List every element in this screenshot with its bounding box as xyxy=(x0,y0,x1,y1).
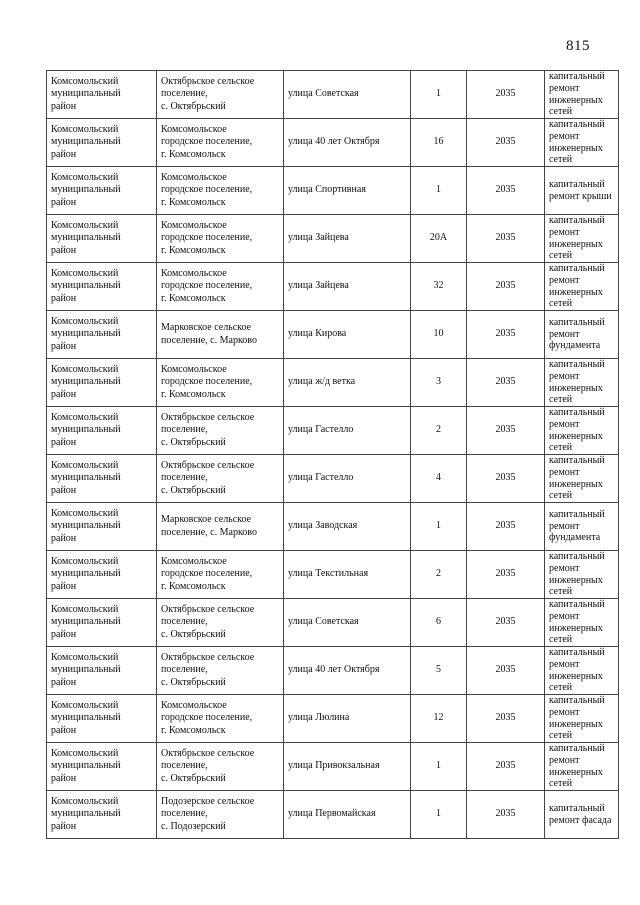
work-type-cell-line: капитальный xyxy=(549,317,605,329)
house-number-cell: 10 xyxy=(411,311,467,359)
district-cell-line: район xyxy=(51,772,77,784)
work-type-cell-line: ремонт xyxy=(549,274,580,286)
settlement-cell-line: Октябрьское сельское xyxy=(161,411,255,423)
work-type-cell-line: капитальный xyxy=(549,802,605,814)
work-type-cell-line: сетей xyxy=(549,730,573,742)
work-type-cell-line: ремонт xyxy=(549,130,580,142)
work-type-cell xyxy=(545,215,619,263)
settlement-cell-line: г. Комсомольск xyxy=(161,388,226,400)
work-type-cell-line: инженерных xyxy=(549,478,603,490)
work-type-cell-line: капитальный xyxy=(549,71,605,83)
work-type-cell-line: инженерных xyxy=(549,430,603,442)
work-type-cell-line: сетей xyxy=(549,298,573,310)
work-type-cell-line: инженерных xyxy=(549,94,603,106)
settlement-cell-line: с. Октябрьский xyxy=(161,628,226,640)
settlement-cell-line: с. Октябрьский xyxy=(161,772,226,784)
work-type-cell-line: капитальный xyxy=(549,695,605,707)
settlement-cell-line: Октябрьское сельское xyxy=(161,603,255,615)
work-type-cell-line: сетей xyxy=(549,250,573,262)
settlement-cell-line: Комсомольское xyxy=(161,267,227,279)
house-number-cell: 12 xyxy=(411,695,467,743)
district-cell-line: район xyxy=(51,484,77,496)
work-type-cell-line: инженерных xyxy=(549,670,603,682)
settlement-cell-line: г. Комсомольск xyxy=(161,292,226,304)
district-cell-line: муниципальный xyxy=(51,616,121,628)
street-cell: улица Первомайская xyxy=(284,791,411,839)
work-type-cell-line: сетей xyxy=(549,394,573,406)
district-cell-line: Комсомольский xyxy=(51,795,119,807)
settlement-cell-line: с. Октябрьский xyxy=(161,436,226,448)
work-type-cell-line: капитальный xyxy=(549,743,605,755)
settlement-cell-line: поселение, xyxy=(161,616,208,628)
year-cell: 2035 xyxy=(467,551,545,599)
work-type-cell-line: ремонт xyxy=(549,328,580,340)
work-type-cell-line: инженерных xyxy=(549,286,603,298)
district-cell-line: Комсомольский xyxy=(51,699,119,711)
work-type-cell-line: сетей xyxy=(549,778,573,790)
district-cell xyxy=(47,119,157,167)
settlement-cell xyxy=(157,407,284,455)
settlement-cell-line: поселение, xyxy=(161,808,208,820)
district-cell-line: Комсомольский xyxy=(51,219,119,231)
district-cell xyxy=(47,743,157,791)
settlement-cell-line: г. Комсомольск xyxy=(161,148,226,160)
settlement-cell-line: с. Октябрьский xyxy=(161,676,226,688)
settlement-cell-line: городское поселение, xyxy=(161,184,253,196)
settlement-cell-line: Комсомольское xyxy=(161,123,227,135)
work-type-cell xyxy=(545,695,619,743)
table-row xyxy=(47,71,619,119)
street-cell: улица Заводская xyxy=(284,503,411,551)
district-cell-line: Комсомольский xyxy=(51,507,119,519)
district-cell-line: Комсомольский xyxy=(51,411,119,423)
settlement-cell-line: городское поселение, xyxy=(161,136,253,148)
table-row xyxy=(47,215,619,263)
street-cell: улица Гастелло xyxy=(284,407,411,455)
district-cell-line: муниципальный xyxy=(51,184,121,196)
work-type-cell xyxy=(545,119,619,167)
district-cell-line: Комсомольский xyxy=(51,123,119,135)
district-cell xyxy=(47,647,157,695)
work-type-cell-line: инженерных xyxy=(549,718,603,730)
work-type-cell-line: сетей xyxy=(549,586,573,598)
district-cell-line: район xyxy=(51,628,77,640)
work-type-cell xyxy=(545,503,619,551)
table-row xyxy=(47,119,619,167)
work-type-cell-line: сетей xyxy=(549,682,573,694)
settlement-cell xyxy=(157,167,284,215)
house-number-cell: 1 xyxy=(411,503,467,551)
street-cell: улица 40 лет Октября xyxy=(284,119,411,167)
district-cell-line: муниципальный xyxy=(51,568,121,580)
settlement-cell-line: Комсомольское xyxy=(161,171,227,183)
settlement-cell xyxy=(157,791,284,839)
settlement-cell xyxy=(157,119,284,167)
work-type-cell-line: капитальный xyxy=(549,599,605,611)
settlement-cell xyxy=(157,359,284,407)
district-cell-line: муниципальный xyxy=(51,424,121,436)
district-cell-line: муниципальный xyxy=(51,280,121,292)
district-cell-line: район xyxy=(51,388,77,400)
settlement-cell-line: городское поселение, xyxy=(161,376,253,388)
work-type-cell-line: капитальный xyxy=(549,119,605,131)
settlement-cell-line: Октябрьское сельское xyxy=(161,75,255,87)
district-cell xyxy=(47,407,157,455)
district-cell-line: Комсомольский xyxy=(51,75,119,87)
settlement-cell-line: Комсомольское xyxy=(161,363,227,375)
table-row xyxy=(47,551,619,599)
work-type-cell xyxy=(545,455,619,503)
house-number-cell: 16 xyxy=(411,119,467,167)
settlement-cell-line: Марковское сельское xyxy=(161,322,252,333)
district-cell-line: Комсомольский xyxy=(51,171,119,183)
district-cell xyxy=(47,71,157,119)
year-cell: 2035 xyxy=(467,695,545,743)
work-type-cell-line: ремонт xyxy=(549,466,580,478)
year-cell: 2035 xyxy=(467,263,545,311)
district-cell-line: муниципальный xyxy=(51,808,121,820)
district-cell-line: район xyxy=(51,148,77,160)
house-number-cell: 20А xyxy=(411,215,467,263)
work-type-cell-line: капитальный xyxy=(549,455,605,467)
district-cell xyxy=(47,551,157,599)
table-row xyxy=(47,311,619,359)
work-type-cell xyxy=(545,167,619,215)
settlement-cell-line: Октябрьское сельское xyxy=(161,651,255,663)
work-type-cell-line: инженерных xyxy=(549,238,603,250)
work-type-cell xyxy=(545,599,619,647)
work-type-cell-line: фундамента xyxy=(549,532,601,544)
work-type-cell-line: сетей xyxy=(549,490,573,502)
work-type-cell-line: ремонт крыши xyxy=(549,190,612,202)
district-cell-line: муниципальный xyxy=(51,88,121,100)
house-number-cell: 32 xyxy=(411,263,467,311)
house-number-cell: 2 xyxy=(411,407,467,455)
work-type-cell-line: инженерных xyxy=(549,142,603,154)
district-cell-line: район xyxy=(51,820,77,832)
district-cell-line: район xyxy=(51,244,77,256)
table-row xyxy=(47,167,619,215)
settlement-cell-line: с. Октябрьский xyxy=(161,100,226,112)
district-cell-line: Комсомольский xyxy=(51,603,119,615)
settlement-cell-line: Марковское сельское xyxy=(161,514,252,525)
settlement-cell-line: городское поселение, xyxy=(161,232,253,244)
work-type-cell xyxy=(545,311,619,359)
street-cell: улица Зайцева xyxy=(284,263,411,311)
work-type-cell-line: сетей xyxy=(549,634,573,646)
district-cell-line: муниципальный xyxy=(51,232,121,244)
table-body xyxy=(47,71,619,839)
settlement-cell xyxy=(157,455,284,503)
street-cell: улица Люлина xyxy=(284,695,411,743)
settlement-cell xyxy=(157,743,284,791)
house-number-cell: 1 xyxy=(411,167,467,215)
settlement-cell-line: Октябрьское сельское xyxy=(161,459,255,471)
district-cell-line: Комсомольский xyxy=(51,651,119,663)
street-cell: улица Привокзальная xyxy=(284,743,411,791)
work-type-cell-line: инженерных xyxy=(549,766,603,778)
repair-schedule-table xyxy=(46,70,619,839)
work-type-cell-line: капитальный xyxy=(549,647,605,659)
settlement-cell-line: поселение, xyxy=(161,88,208,100)
house-number-cell: 1 xyxy=(411,743,467,791)
house-number-cell: 3 xyxy=(411,359,467,407)
district-cell-line: Комсомольский xyxy=(51,747,119,759)
work-type-cell-line: капитальный xyxy=(549,407,605,419)
year-cell: 2035 xyxy=(467,599,545,647)
settlement-cell xyxy=(157,263,284,311)
work-type-cell-line: капитальный xyxy=(549,215,605,227)
house-number-cell: 1 xyxy=(411,71,467,119)
settlement-cell-line: Подозерское сельское xyxy=(161,795,255,807)
table-row xyxy=(47,791,619,839)
table-row xyxy=(47,263,619,311)
work-type-cell xyxy=(545,743,619,791)
work-type-cell-line: ремонт xyxy=(549,706,580,718)
settlement-cell-line: Комсомольское xyxy=(161,555,227,567)
work-type-cell-line: ремонт xyxy=(549,418,580,430)
house-number-cell: 4 xyxy=(411,455,467,503)
settlement-cell-line: поселение, xyxy=(161,664,208,676)
table-row xyxy=(47,455,619,503)
district-cell-line: район xyxy=(51,100,77,112)
district-cell xyxy=(47,503,157,551)
settlement-cell-line: Комсомольское xyxy=(161,219,227,231)
district-cell-line: Комсомольский xyxy=(51,267,119,279)
district-cell-line: район xyxy=(51,196,77,208)
street-cell: улица Гастелло xyxy=(284,455,411,503)
work-type-cell xyxy=(545,791,619,839)
district-cell-line: район xyxy=(51,676,77,688)
year-cell: 2035 xyxy=(467,647,545,695)
work-type-cell-line: инженерных xyxy=(549,382,603,394)
settlement-cell-line: поселение, с. Марково xyxy=(161,334,257,346)
district-cell xyxy=(47,791,157,839)
district-cell-line: район xyxy=(51,580,77,592)
table-row xyxy=(47,503,619,551)
settlement-cell-line: г. Комсомольск xyxy=(161,580,226,592)
work-type-cell-line: ремонт xyxy=(549,658,580,670)
district-cell xyxy=(47,215,157,263)
work-type-cell xyxy=(545,647,619,695)
work-type-cell-line: ремонт xyxy=(549,82,580,94)
street-cell: улица 40 лет Октября xyxy=(284,647,411,695)
settlement-cell-line: городское поселение, xyxy=(161,568,253,580)
work-type-cell xyxy=(545,407,619,455)
settlement-cell xyxy=(157,215,284,263)
district-cell xyxy=(47,455,157,503)
street-cell: улица Кирова xyxy=(284,311,411,359)
settlement-cell xyxy=(157,647,284,695)
year-cell: 2035 xyxy=(467,359,545,407)
district-cell-line: Комсомольский xyxy=(51,315,119,327)
work-type-cell-line: сетей xyxy=(549,154,573,166)
house-number-cell: 5 xyxy=(411,647,467,695)
district-cell xyxy=(47,359,157,407)
district-cell xyxy=(47,599,157,647)
settlement-cell-line: поселение, с. Марково xyxy=(161,526,257,538)
settlement-cell-line: г. Комсомольск xyxy=(161,724,226,736)
work-type-cell-line: ремонт xyxy=(549,370,580,382)
settlement-cell xyxy=(157,599,284,647)
work-type-cell-line: инженерных xyxy=(549,574,603,586)
work-type-cell-line: капитальный xyxy=(549,263,605,275)
district-cell-line: район xyxy=(51,724,77,736)
settlement-cell-line: г. Комсомольск xyxy=(161,244,226,256)
settlement-cell-line: с. Подозерский xyxy=(161,820,226,832)
settlement-cell-line: поселение, xyxy=(161,472,208,484)
work-type-cell-line: капитальный xyxy=(549,359,605,371)
district-cell-line: муниципальный xyxy=(51,376,121,388)
street-cell: улица Советская xyxy=(284,599,411,647)
table-row xyxy=(47,359,619,407)
work-type-cell-line: инженерных xyxy=(549,622,603,634)
work-type-cell-line: капитальный xyxy=(549,178,605,190)
year-cell: 2035 xyxy=(467,119,545,167)
table-row xyxy=(47,695,619,743)
table-row xyxy=(47,407,619,455)
settlement-cell xyxy=(157,695,284,743)
work-type-cell-line: ремонт xyxy=(549,754,580,766)
year-cell: 2035 xyxy=(467,71,545,119)
year-cell: 2035 xyxy=(467,215,545,263)
settlement-cell-line: поселение, xyxy=(161,424,208,436)
district-cell-line: Комсомольский xyxy=(51,555,119,567)
settlement-cell-line: с. Октябрьский xyxy=(161,484,226,496)
table-row xyxy=(47,599,619,647)
district-cell-line: район xyxy=(51,292,77,304)
house-number-cell: 1 xyxy=(411,791,467,839)
district-cell xyxy=(47,263,157,311)
work-type-cell-line: капитальный xyxy=(549,509,605,521)
district-cell-line: муниципальный xyxy=(51,520,121,532)
settlement-cell xyxy=(157,551,284,599)
district-cell-line: муниципальный xyxy=(51,328,121,340)
district-cell-line: Комсомольский xyxy=(51,363,119,375)
district-cell-line: муниципальный xyxy=(51,472,121,484)
district-cell-line: муниципальный xyxy=(51,760,121,772)
district-cell-line: муниципальный xyxy=(51,712,121,724)
street-cell: улица Спортивная xyxy=(284,167,411,215)
district-cell-line: район xyxy=(51,532,77,544)
work-type-cell-line: сетей xyxy=(549,106,573,118)
district-cell-line: муниципальный xyxy=(51,664,121,676)
table-row xyxy=(47,743,619,791)
district-cell xyxy=(47,167,157,215)
work-type-cell-line: ремонт xyxy=(549,520,580,532)
settlement-cell-line: городское поселение, xyxy=(161,712,253,724)
year-cell: 2035 xyxy=(467,167,545,215)
year-cell: 2035 xyxy=(467,407,545,455)
district-cell-line: район xyxy=(51,340,77,352)
work-type-cell-line: капитальный xyxy=(549,551,605,563)
work-type-cell xyxy=(545,551,619,599)
year-cell: 2035 xyxy=(467,503,545,551)
settlement-cell xyxy=(157,311,284,359)
street-cell: улица Текстильная xyxy=(284,551,411,599)
settlement-cell-line: г. Комсомольск xyxy=(161,196,226,208)
settlement-cell-line: Октябрьское сельское xyxy=(161,747,255,759)
work-type-cell xyxy=(545,359,619,407)
work-type-cell-line: сетей xyxy=(549,442,573,454)
settlement-cell-line: городское поселение, xyxy=(161,280,253,292)
table-row xyxy=(47,647,619,695)
settlement-cell-line: поселение, xyxy=(161,760,208,772)
street-cell: улица Советская xyxy=(284,71,411,119)
work-type-cell-line: фундамента xyxy=(549,340,601,352)
year-cell: 2035 xyxy=(467,311,545,359)
work-type-cell-line: ремонт xyxy=(549,226,580,238)
house-number-cell: 6 xyxy=(411,599,467,647)
work-type-cell xyxy=(545,71,619,119)
settlement-cell xyxy=(157,503,284,551)
page-number: 815 xyxy=(566,38,590,54)
work-type-cell-line: ремонт xyxy=(549,562,580,574)
district-cell-line: Комсомольский xyxy=(51,459,119,471)
year-cell: 2035 xyxy=(467,455,545,503)
year-cell: 2035 xyxy=(467,743,545,791)
settlement-cell xyxy=(157,71,284,119)
settlement-cell-line: Комсомольское xyxy=(161,699,227,711)
work-type-cell-line: ремонт xyxy=(549,610,580,622)
street-cell: улица Зайцева xyxy=(284,215,411,263)
work-type-cell-line: ремонт фасада xyxy=(549,814,612,826)
street-cell: улица ж/д ветка xyxy=(284,359,411,407)
district-cell xyxy=(47,695,157,743)
district-cell-line: муниципальный xyxy=(51,136,121,148)
work-type-cell xyxy=(545,263,619,311)
district-cell-line: район xyxy=(51,436,77,448)
house-number-cell: 2 xyxy=(411,551,467,599)
year-cell: 2035 xyxy=(467,791,545,839)
district-cell xyxy=(47,311,157,359)
